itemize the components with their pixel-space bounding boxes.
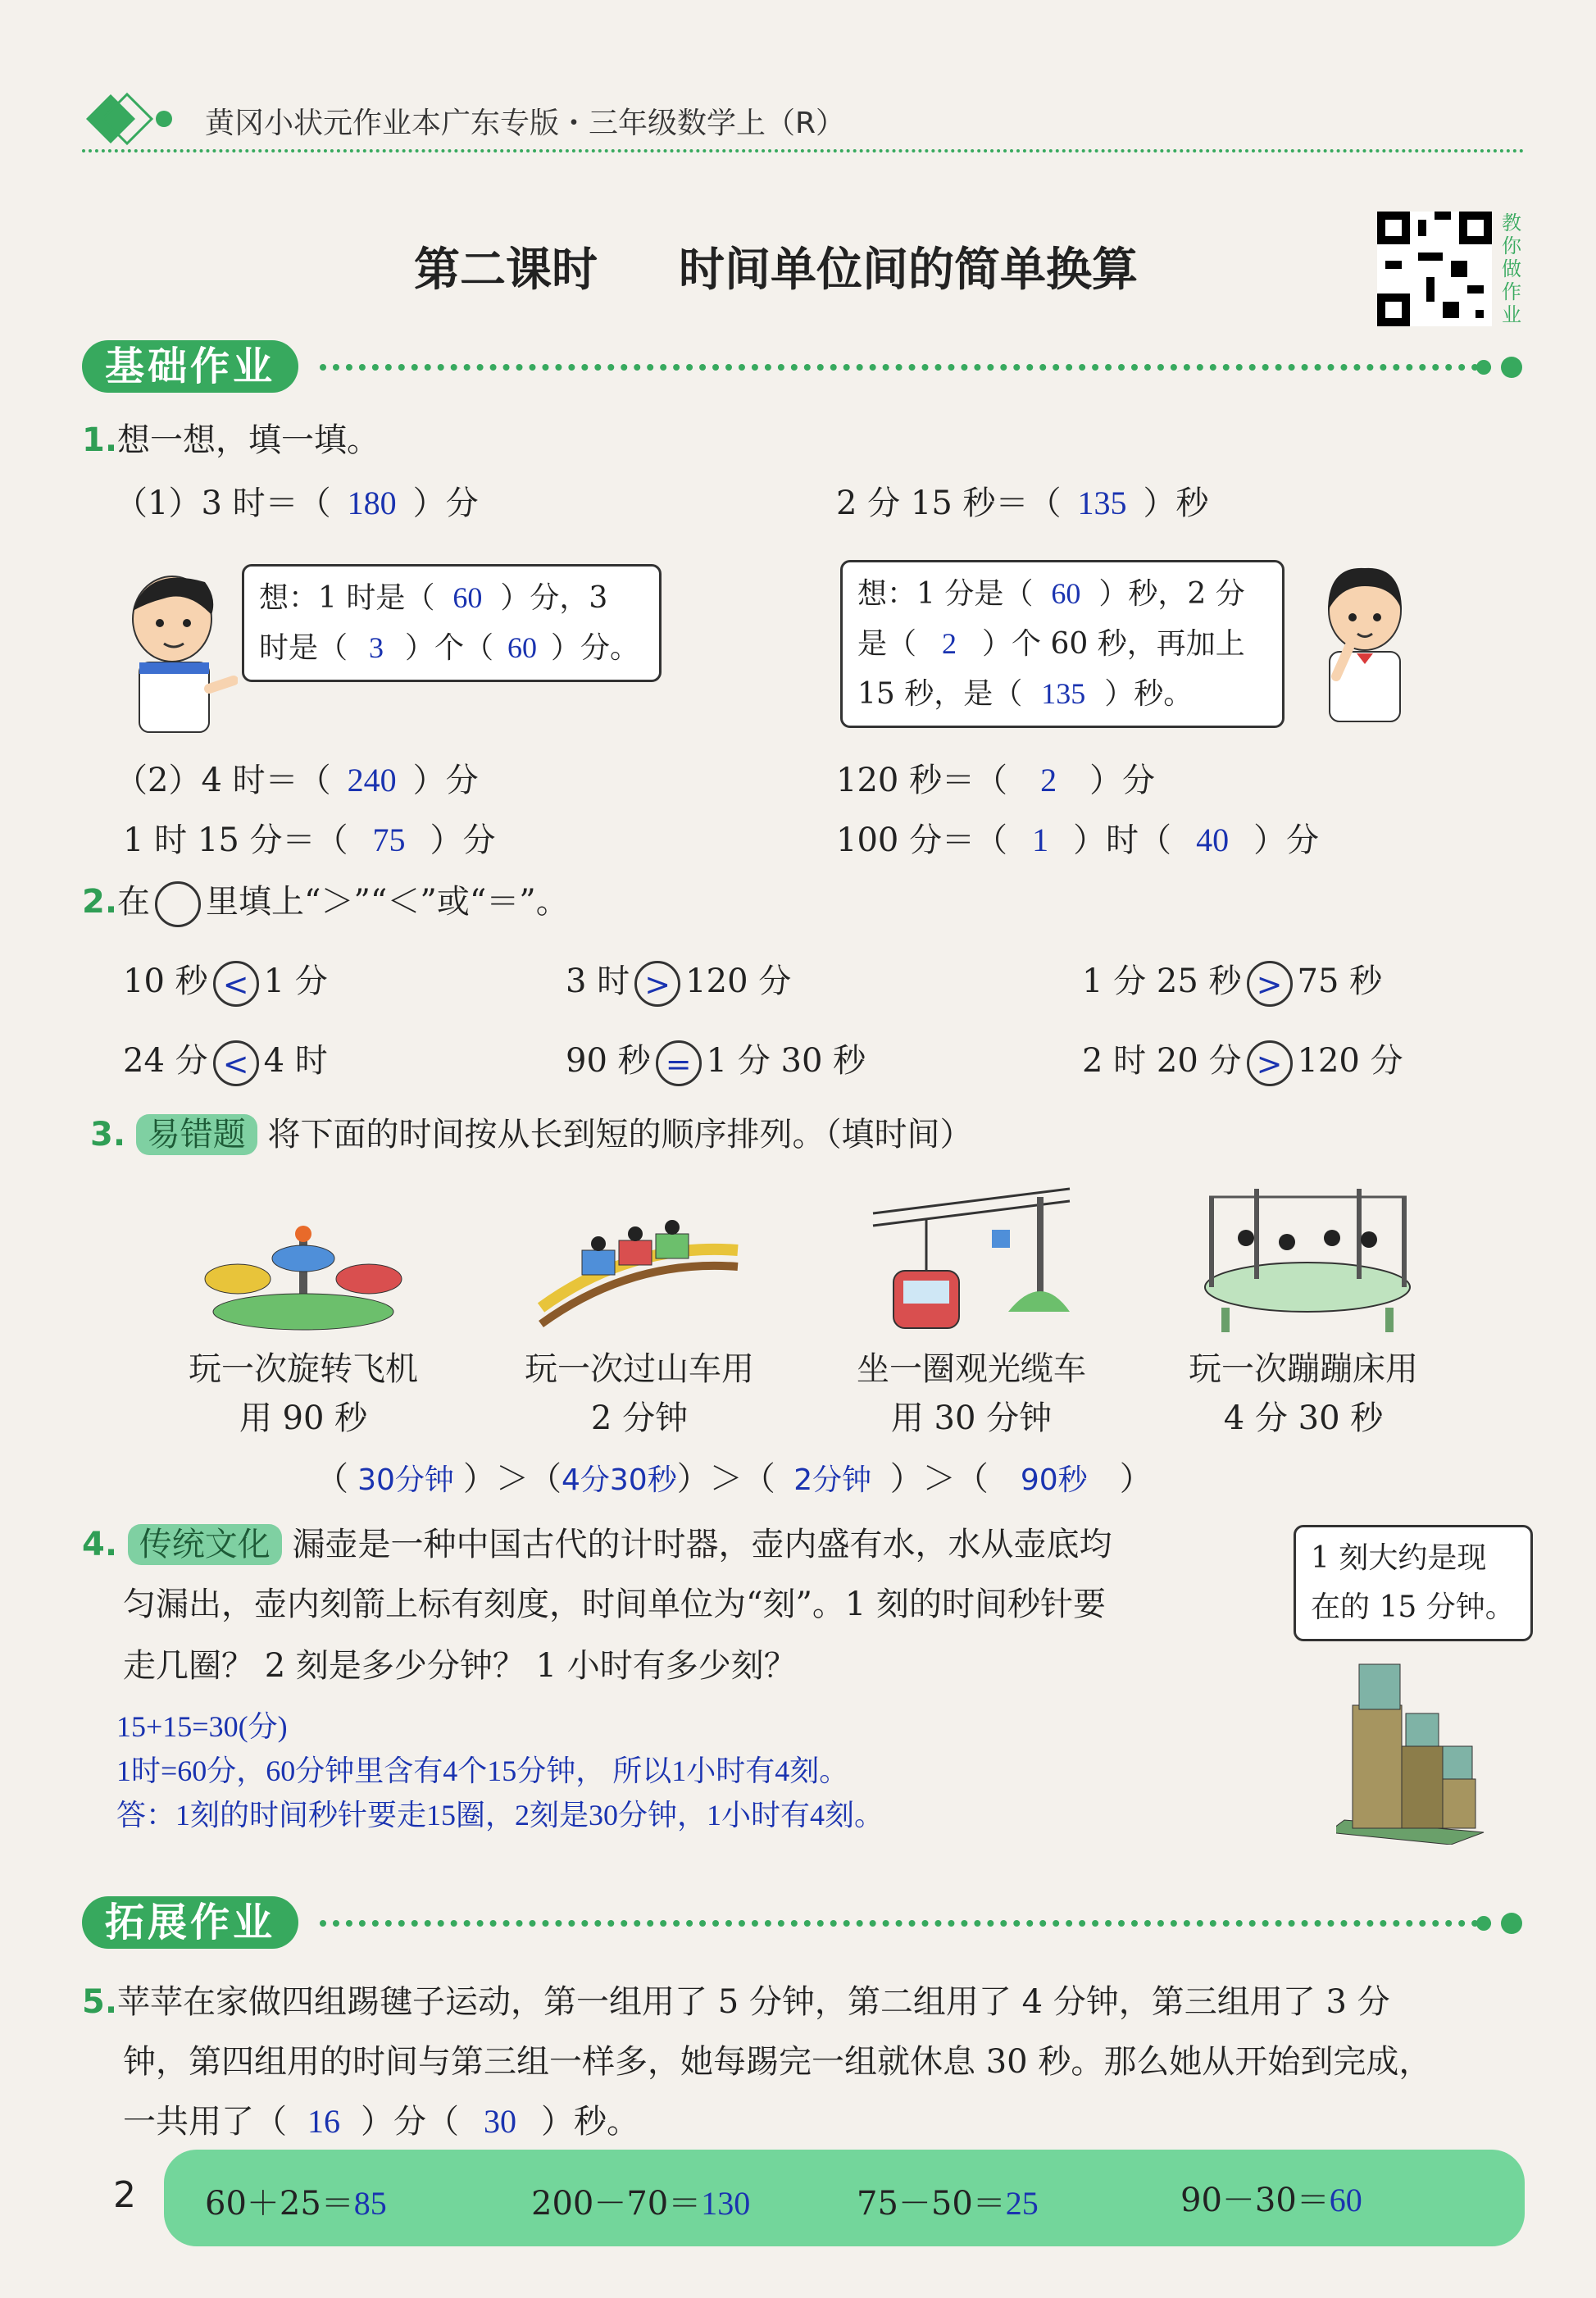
q1-part4: 1 时 15 分＝（ 75 ）分 (123, 821, 496, 859)
compare-circle: > (1247, 961, 1293, 1007)
dot-end-icon (1476, 353, 1525, 382)
boy-illustration (115, 566, 238, 738)
spinning-plane-ride-illustration (197, 1213, 410, 1336)
lesson-subtitle: 时间单位间的简单换算 (679, 243, 1138, 297)
q3-answer-row: （ 30分钟 ）＞（4分30秒）＞（ 2分钟 ）＞（ 90秒 ） (316, 1460, 1153, 1498)
q5-line2: 钟，第四组用的时间与第三组一样多，她每踢完一组就休息 30 秒。那么她从开始到完成， (123, 2043, 1432, 2081)
girl-illustration (1312, 562, 1418, 726)
section-basic-rule (320, 364, 1492, 371)
calc-1: 60＋25＝85 (205, 2185, 387, 2223)
calc-4: 90－30＝60 (1180, 2182, 1362, 2219)
section-extended: 拓展作业 (82, 1896, 298, 1949)
q1-part5: 100 分＝（ 1 ）时（ 40 ）分 (836, 821, 1320, 859)
q2-item-1: 10 秒 < 1 分 (123, 955, 328, 1007)
q4-hint-bubble: 1 刻大约是现 在的 15 分钟。 (1294, 1525, 1533, 1641)
page-number: 2 (113, 2174, 136, 2216)
q1-part1: （1）3 时＝（ 180 ）分 (115, 485, 479, 522)
compare-circle: > (1247, 1040, 1293, 1086)
qr-code-icon[interactable] (1377, 212, 1492, 326)
q3-prompt: 3. 易错题 将下面的时间按从长到短的顺序排列。（填时间） (90, 1116, 973, 1154)
q1-part3: 120 秒＝（ 2 ）分 (836, 762, 1156, 799)
empty-circle-icon (155, 881, 201, 927)
water-clock-illustration (1336, 1656, 1492, 1845)
q4-line1: 4. 传统文化 漏壶是一种中国古代的计时器，壶内盛有水，水从壶底均 (82, 1526, 1112, 1563)
header-bar (82, 90, 1525, 148)
q1-prompt: 1.想一想，填一填。 (82, 421, 380, 459)
boy-thought-bubble: 想：1 时是（ 60 ）分，3 时是（ 3 ）个（ 60 ）分。 (242, 564, 662, 682)
q3-pic2-caption: 玩一次过山车用 2 分钟 (525, 1350, 754, 1437)
lesson-number: 第二课时 (414, 243, 598, 297)
lesson-title (414, 234, 1138, 299)
q4-answer-2: 1时=60分，60分钟里含有4个15分钟， 所以1小时有4刻。 (116, 1754, 849, 1787)
compare-circle: < (213, 961, 259, 1007)
q4-tag: 传统文化 (128, 1524, 282, 1565)
q3-pic4-caption: 玩一次蹦蹦床用 4 分 30 秒 (1189, 1350, 1418, 1437)
q4-answer-1: 15+15=30(分) (116, 1710, 288, 1743)
q4-line3: 走几圈？ 2 刻是多少分钟？ 1 小时有多少刻？ (123, 1647, 797, 1685)
q2-item-5: 90 秒 = 1 分 30 秒 (566, 1035, 866, 1086)
calc-3: 75－50＝25 (857, 2185, 1039, 2223)
roller-coaster-illustration (533, 1209, 746, 1332)
q3-tag: 易错题 (136, 1114, 257, 1155)
compare-circle: > (634, 961, 680, 1007)
q2-item-2: 3 时 > 120 分 (566, 955, 791, 1007)
mental-math-bar (164, 2150, 1525, 2246)
dot-end-icon (1476, 1909, 1525, 1938)
q4-answer-3: 答：1刻的时间秒针要走15圈，2刻是30分钟，1小时有4刻。 (116, 1799, 884, 1832)
compare-circle: = (656, 1040, 702, 1086)
qr-caption: 教你做作业 (1502, 212, 1521, 326)
q1-part1b: 2 分 15 秒＝（ 135 ）秒 (836, 485, 1209, 522)
q5-line1: 5.苹苹在家做四组踢毽子运动，第一组用了 5 分钟，第二组用了 4 分钟，第三组用了 3 分 (82, 1983, 1390, 2021)
cable-car-illustration (869, 1181, 1074, 1336)
diamond-logo-icon (82, 90, 172, 148)
q2-item-4: 24 分 < 4 时 (123, 1035, 328, 1086)
q3-pic1-caption: 玩一次旋转飞机 用 90 秒 (189, 1350, 418, 1437)
calc-2: 200－70＝130 (531, 2185, 751, 2223)
q2-item-3: 1 分 25 秒 > 75 秒 (1082, 955, 1382, 1007)
section-basic: 基础作业 (82, 340, 298, 393)
trampoline-illustration (1197, 1181, 1418, 1336)
compare-circle: < (213, 1040, 259, 1086)
q3-pic3-caption: 坐一圈观光缆车 用 30 分钟 (857, 1350, 1086, 1437)
q4-line2: 匀漏出，壶内刻箭上标有刻度，时间单位为“刻”。1 刻的时间秒针要 (123, 1586, 1107, 1623)
q2-prompt: 2.在 里填上“＞”“＜”或“＝”。 (82, 876, 569, 927)
q2-item-6: 2 时 20 分 > 120 分 (1082, 1035, 1403, 1086)
q5-line3: 一共用了（ 16 ）分（ 30 ）秒。 (123, 2103, 639, 2141)
header-rule (82, 149, 1525, 152)
q1-part2: （2）4 时＝（ 240 ）分 (115, 762, 479, 799)
girl-thought-bubble: 想：1 分是（ 60 ）秒，2 分 是（ 2 ）个 60 秒，再加上 15 秒，是（ 135 ）秒。 (840, 560, 1285, 728)
section-extended-rule (320, 1920, 1492, 1927)
book-title: 黄冈小状元作业本广东专版・三年级数学上（R） (205, 107, 846, 140)
